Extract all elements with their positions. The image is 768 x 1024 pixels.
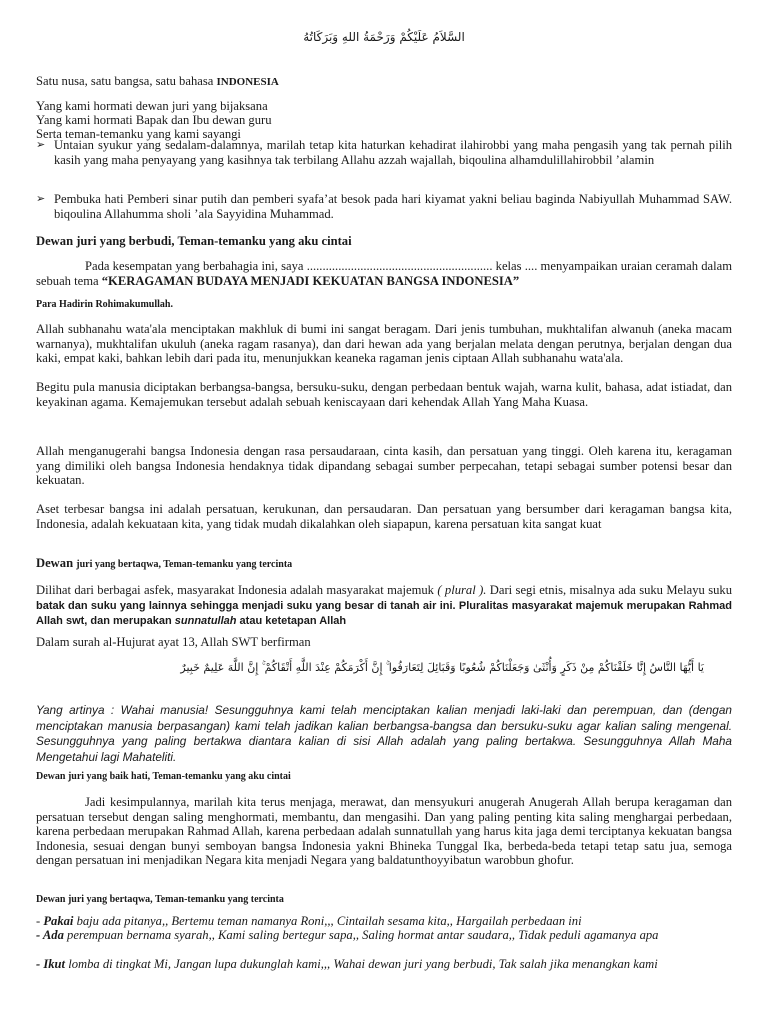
arrow-bullet-icon: ➢ <box>36 138 46 151</box>
intro-paragraph <box>36 259 732 288</box>
heading-small-text: juri yang bertaqwa, Teman-temanku yang tercinta <box>76 559 293 570</box>
pantun-keyword: Ada <box>42 928 64 942</box>
body-paragraph: Begitu pula manusia diciptakan berbangsa-bangsa, bersuku-suku, dengan perbedaan bentuk wajah, warna kulit, bahasa, adat istiadat, dan keyakinan agama. Kemajemukan tersebut adalah sebuah keniscayaan dari kehendak Allah Yang Maha Kuasa. <box>36 380 732 409</box>
verse-translation: Yang artinya : Wahai manusia! Sesungguhnya kami telah menciptakan kalian menjadi laki-laki dan perempuan, dan (dengan menciptakan manusia berpasangan) kami telah jadikan kalian berbangsa-bangsa dan bersuku-suku agar kalian saling mengenal. Sesungguhnya yang paling bertakwa diantara kalian di sisi Allah adalah yang paling bertakwa. Sesungguhnya Allah Maha Mengetahui lagi Mahateliti. <box>36 703 732 764</box>
section-heading: Dewan juri yang baik hati, Teman-temanku yang aku cintai <box>36 771 291 782</box>
diversity-bold-text: atau ketetapan Allah <box>236 615 347 627</box>
salutation-3: Serta teman-temanku yang kami sayangi <box>36 127 241 141</box>
section-heading: Dewan juri yang berbudi, Teman-temanku yang aku cintai <box>36 234 352 248</box>
diversity-text: Dilihat dari berbagai asfek, masyarakat Indonesia adalah masyarakat majemuk <box>36 583 438 597</box>
pantun-line <box>36 928 732 943</box>
pantun-text: baju ada pitanya,, Bertemu teman namanya Roni,,, Cintailah sesama kita,, Hargailah perbedaan ini <box>73 914 582 928</box>
heading-big-word: Dewan <box>36 556 77 570</box>
plural-term: ( plural ). <box>437 583 487 597</box>
bullet-item <box>36 192 732 221</box>
body-paragraph: Aset terbesar bangsa ini adalah persatuan, kerukunan, dan persaudaran. Dan persatuan yang bersumber dari keragaman bangsa kita, Indonesia, adalah kekuataan kita, yang tidak mudah dikalahkan oleh siapapun, karena persatuan kita sangat kuat <box>36 502 732 531</box>
pantun-dash: - <box>36 957 44 971</box>
verse-arabic: يَا أَيُّهَا النَّاسُ إِنَّا خَلَقْنَاكُمْ مِنْ ذَكَرٍ وَأُنْثَىٰ وَجَعَلْنَاكُمْ شُعُوبًا وَقَبَائِلَ لِتَعَارَفُوا ۚ إِنَّ أَكْرَمَكُمْ عِنْدَ اللَّهِ أَتْقَاكُمْ ۚ إِنَّ اللَّهَ عَلِيمٌ خَبِيرٌ <box>180 661 704 674</box>
motto-line <box>36 74 732 90</box>
salutation-2: Yang kami hormati Bapak dan Ibu dewan guru <box>36 113 272 127</box>
body-paragraph: Allah menganugerahi bangsa Indonesia dengan rasa persaudaraan, cinta kasih, dan persatuan yang tinggi. Oleh karena itu, keragaman yang dimiliki oleh bangsa Indonesia hendaknya tidak dipandang sebagai sumber perpecahan, tetapi sebagai sumber potensi besar dan kekuatan. <box>36 444 732 487</box>
body-paragraph: Allah subhanahu wata'ala menciptakan makhluk di bumi ini sangat beragam. Dari jenis tumbuhan, mukhtalifan alwanuh (aneka macam warnanya), mukhtalifan ukuluh (aneka ragam rasanya), dan dari hewan ada yang berjalan melata dengan perutnya, berjalan dengan dua kaki, empat kaki, bahkan lebih dari pada itu, menunjukkan keaneka ragaman jenis ciptaan Allah subhanahu wata'ala. <box>36 322 732 365</box>
pantun-text: perempuan bernama syarah,, Kami saling bertegur sapa,, Saling hormat antar saudara,, Tidak peduli agamanya apa <box>63 928 659 942</box>
motto-prefix: Satu nusa, satu bangsa, satu bahasa <box>36 74 217 88</box>
sunnatullah-term: sunnatullah <box>174 615 237 627</box>
pantun-dash: - <box>36 928 43 942</box>
motto-bold: INDONESIA <box>216 76 279 88</box>
section-heading <box>36 556 732 573</box>
bullet-item <box>36 138 732 167</box>
pantun-keyword: Ikut <box>43 957 66 971</box>
bullet-text: Untaian syukur yang sedalam-dalamnya, marilah tetap kita haturkan kehadirat ilahirobbi yang maha pengasih yang tak pernah pilih kasih yang maha penyayang yang kasihnya tak terbilang Allahu azzah wajallah, biqoulina alhamdulillahirobbil ’alamin <box>54 138 732 167</box>
greeting-arabic: السَّلاَمُ عَلَيْكُمْ وَرَحْمَةُ اللهِ وَبَرَكَاتُهُ <box>303 30 465 44</box>
surah-intro: Dalam surah al-Hujurat ayat 13, Allah SWT berfirman <box>36 635 311 649</box>
section-heading: Dewan juri yang bertaqwa, Teman-temanku yang tercinta <box>36 894 284 905</box>
salutation-1: Yang kami hormati dewan juri yang bijaksana <box>36 99 268 113</box>
conclusion-paragraph: Jadi kesimpulannya, marilah kita terus menjaga, merawat, dan mensyukuri anugerah Anugerah Allah berupa keragaman dan persatuan tersebut dengan saling menghormati, membantu, dan mengasihi. Dan yang paling penting kita saling menghargai perbedaan, karena perbedaan merupakan Rahmad Allah, karena perbedaan adalah sunnatullah yang harus kita jaga demi terciptanya kekuatan bangsa Indonesia, sesuai dengan bunyi semboyan bangsa Indonesia yakni Bhineka Tunggal Ika, berbeda-beda tetapi tetap satu jua, semoga dengan persatuan ini menjadikan Negara kita menjadi Negara yang baldatunthoyyibatun warobbun ghofur. <box>36 795 732 867</box>
section-heading: Para Hadirin Rohimakumullah. <box>36 299 173 310</box>
diversity-bold-text: batak dan suku yang lainnya sehingga menjadi suku yang besar di tanah air ini. Pluralitas masyarakat majemuk merupakan Rahmad Allah swt, dan merupakan <box>36 599 732 627</box>
intro-text: Pada kesempatan yang berbahagia ini, saya ........................................................... kelas .... menyampaikan uraian ceramah dalam sebuah tema <box>36 259 732 288</box>
pantun-line <box>36 914 732 929</box>
diversity-paragraph <box>36 583 732 629</box>
pantun-dash: - <box>36 914 44 928</box>
pantun-text: lomba di tingkat Mi, Jangan lupa dukunglah kami,,, Wahai dewan juri yang berbudi, Tak salah jika menangkan kami <box>65 957 658 971</box>
diversity-text: Dari segi etnis, misalnya ada suku Melayu suku <box>486 583 732 597</box>
arrow-bullet-icon: ➢ <box>36 192 46 205</box>
bullet-text: Pembuka hati Pemberi sinar putih dan pemberi syafa’at besok pada hari kiyamat yakni beliau baginda Nabiyullah Muhammad SAW. biqoulina Allahumma sholi ’ala Sayyidina Muhammad. <box>54 192 732 221</box>
pantun-keyword: Pakai <box>43 914 74 928</box>
pantun-line <box>36 957 732 972</box>
speech-theme: “KERAGAMAN BUDAYA MENJADI KEKUATAN BANGSA INDONESIA” <box>101 273 520 288</box>
